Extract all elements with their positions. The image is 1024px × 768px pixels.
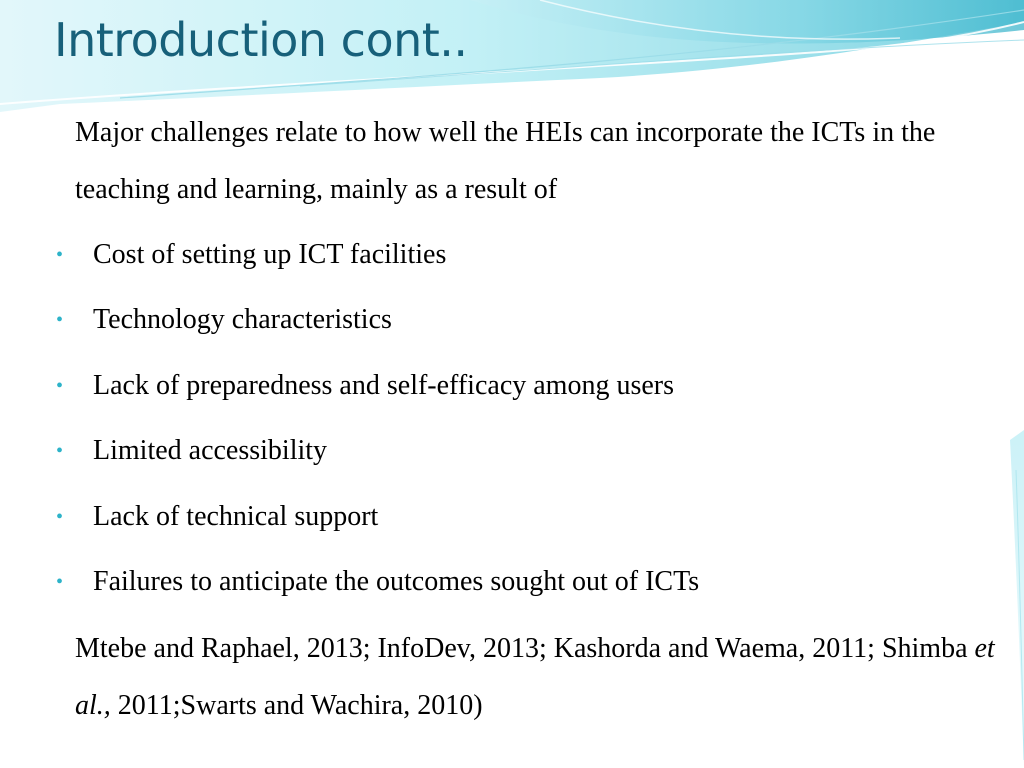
bullet-dot-icon: • — [56, 571, 64, 593]
bullet-item — [56, 497, 378, 537]
bullet-item — [56, 366, 674, 406]
bullet-text: Limited accessibility — [93, 435, 328, 466]
bullet-dot-icon: • — [56, 506, 64, 528]
intro-paragraph: Major challenges relate to how well the HEIs can incorporate the ICTs in the teaching and learning, mainly as a result of — [75, 117, 936, 205]
bullet-text: Cost of setting up ICT facilities — [93, 239, 447, 270]
bullet-item — [56, 300, 392, 340]
bullet-item — [56, 562, 699, 602]
citation-italic-text: et al., — [75, 633, 995, 721]
citation-text-end: 2011;Swarts and Wachira, 2010) — [110, 690, 483, 721]
bullet-text: Lack of preparedness and self-efficacy among users — [93, 370, 674, 401]
bullet-dot-icon: • — [56, 440, 64, 462]
bullet-dot-icon: • — [56, 309, 64, 331]
bullet-text: Failures to anticipate the outcomes sought out of ICTs — [93, 566, 700, 597]
slide-title: Introduction cont.. — [54, 13, 468, 67]
bullet-dot-icon: • — [56, 375, 64, 397]
bullet-text: Technology characteristics — [93, 304, 392, 335]
bullet-text: Lack of technical support — [93, 501, 379, 532]
bullet-item — [56, 235, 446, 275]
citation-text: Mtebe and Raphael, 2013; InfoDev, 2013; Kashorda and Waema, 2011; Shimba — [75, 633, 975, 664]
bullet-dot-icon: • — [56, 244, 64, 266]
bullet-item — [56, 431, 327, 471]
citation-paragraph — [75, 620, 995, 734]
